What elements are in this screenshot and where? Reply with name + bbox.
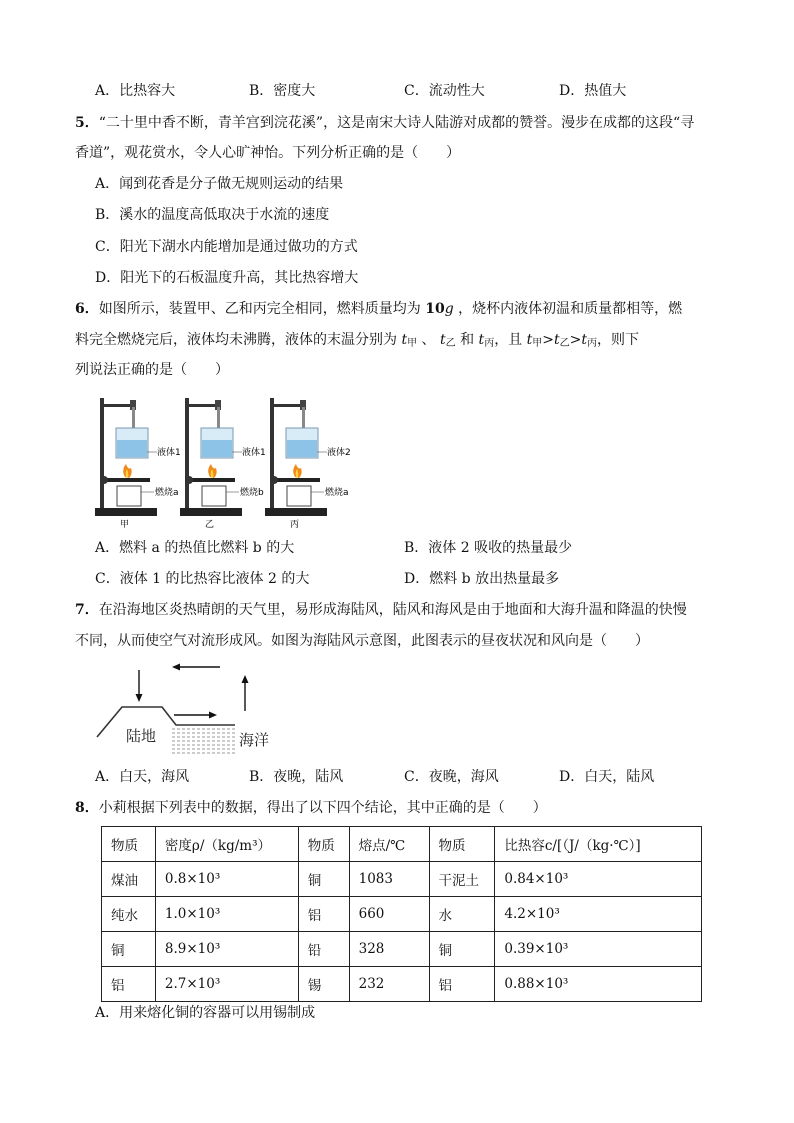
- sea-land-breeze-diagram: [92, 655, 292, 760]
- q6-cond: ，且: [494, 332, 523, 348]
- table-header: 熔点/℃: [349, 827, 429, 862]
- q7-option-a: A．白天，海风: [95, 769, 190, 785]
- setup-label-yi: 乙: [205, 520, 215, 530]
- q6-option-c: C．液体 1 的比热容比液体 2 的大: [95, 571, 310, 587]
- liquid-label-yi: 液体1: [242, 448, 266, 458]
- table-cell: 纯水: [102, 897, 156, 932]
- q6-and: 和: [460, 332, 475, 348]
- q7-option-c: C．夜晚，海风: [404, 769, 499, 785]
- q4-option-c: C．流动性大: [404, 83, 485, 99]
- table-cell: 0.39×10³: [495, 932, 702, 967]
- q5-number: 5．: [75, 115, 99, 131]
- table-cell: 铜: [102, 932, 156, 967]
- material-data-table: [101, 826, 702, 1002]
- table-row: [102, 932, 702, 967]
- fuel-label-jia: 燃烧a: [155, 488, 179, 498]
- fuel-label-yi: 燃烧b: [240, 488, 264, 498]
- q5-text: “二十里中香不断，青羊宫到浣花溪”，这是南宋大诗人陆游对成都的赞誉。漫步在成都的这段“寻: [98, 115, 695, 131]
- sea-waves: [172, 729, 235, 753]
- q7-text: 在沿海地区炎热晴朗的天气里，易形成海陆风，陆风和海风是由于地面和大海升温和降温的快慢: [98, 602, 687, 618]
- q7-stem-line2: 不同，从而使空气对流形成风。如图为海陆风示意图，此图表示的昼夜状况和风向是（ ）: [75, 633, 649, 649]
- q4-option-b: B．密度大: [249, 83, 316, 99]
- table-cell: 4.2×10³: [495, 897, 702, 932]
- table-cell: 铜: [429, 932, 495, 967]
- q5-option-c: C．阳光下湖水内能增加是通过做功的方式: [95, 239, 358, 255]
- table-cell: 铝: [429, 967, 495, 1002]
- t-var: t: [526, 332, 533, 348]
- table-cell: 锡: [298, 967, 349, 1002]
- liquid-label-bing: 液体2: [327, 448, 351, 458]
- q5-stem-line2: 香道”，观花赏水，令人心旷神怡。下列分析正确的是（ ）: [75, 145, 461, 161]
- q6-text-b: ，烧杯内液体初温和质量都相等，燃: [458, 301, 683, 317]
- table-row: [102, 967, 702, 1002]
- q6-stem-line3: 列说法正确的是（ ）: [75, 362, 229, 378]
- q6-sep: 、: [421, 332, 436, 348]
- table-header: 物质: [102, 827, 156, 862]
- table-cell: 1083: [349, 862, 429, 897]
- q6-unit: g: [444, 301, 454, 317]
- q6-text-d: ，则下: [597, 332, 640, 348]
- q5-option-a: A．闻到花香是分子做无规则运动的结果: [95, 176, 344, 192]
- q5-stem-line1: [75, 113, 694, 133]
- t-var: t: [478, 332, 485, 348]
- table-cell: 铜: [298, 862, 349, 897]
- q5-option-d: D．阳光下的石板温度升高，其比热容增大: [95, 270, 359, 286]
- q6-mass: 10: [425, 301, 445, 317]
- q6-apparatus-figure: [92, 392, 372, 530]
- table-header: 物质: [298, 827, 349, 862]
- setup-label-jia: 甲: [120, 520, 130, 530]
- q8-option-a: A．用来熔化铜的容器可以用锡制成: [95, 1005, 316, 1021]
- q6-text-a: 如图所示，装置甲、乙和丙完全相同，燃料质量均为: [98, 301, 421, 317]
- table-cell: 铅: [298, 932, 349, 967]
- table-cell: 660: [349, 897, 429, 932]
- table-header: 物质: [429, 827, 495, 862]
- t-var: t: [581, 332, 588, 348]
- liquid-label-jia: 液体1: [157, 448, 181, 458]
- q8-number: 8．: [75, 800, 99, 816]
- q7-option-d: D．白天，陆风: [559, 769, 655, 785]
- t-var: t: [554, 332, 560, 348]
- t-var: t: [440, 332, 446, 348]
- t-var: t: [401, 332, 408, 348]
- q6-option-d: D．燃料 b 放出热量最多: [404, 571, 560, 587]
- q7-number: 7．: [75, 602, 99, 618]
- table-header: 密度ρ/（kg/m³）: [155, 827, 298, 862]
- q8-stem: [75, 798, 547, 818]
- table-cell: 0.88×10³: [495, 967, 702, 1002]
- table-header-row: [102, 827, 702, 862]
- t-sub: 乙: [445, 338, 456, 349]
- q6-option-a: A．燃料 a 的热值比燃料 b 的大: [95, 540, 295, 556]
- table-cell: 1.0×10³: [155, 897, 298, 932]
- setup-label-bing: 丙: [290, 520, 300, 530]
- table-cell: 328: [349, 932, 429, 967]
- q6-number: 6．: [75, 301, 99, 317]
- table-cell: 干泥土: [429, 862, 495, 897]
- q4-option-a: A．比热容大: [95, 83, 176, 99]
- q6-text-c: 料完全燃烧完后，液体均未沸腾，液体的末温分别为: [75, 332, 397, 348]
- q5-option-b: B．溪水的温度高低取决于水流的速度: [95, 207, 330, 223]
- sea-label: 海洋: [239, 731, 270, 749]
- t-sub: 丙: [484, 338, 495, 349]
- table-row: [102, 897, 702, 932]
- fuel-label-bing: 燃烧a: [325, 488, 349, 498]
- table-cell: 8.9×10³: [155, 932, 298, 967]
- land-outline: [97, 707, 235, 737]
- t-sub: 甲: [532, 338, 543, 349]
- table-cell: 铝: [102, 967, 156, 1002]
- table-header: 比热容c/[（J/（kg·℃）]: [495, 827, 702, 862]
- table-cell: 水: [429, 897, 495, 932]
- table-cell: 232: [349, 967, 429, 1002]
- table-cell: 0.84×10³: [495, 862, 702, 897]
- q7-option-b: B．夜晚，陆风: [249, 769, 344, 785]
- q6-stem-line2: [75, 330, 639, 354]
- table-cell: 2.7×10³: [155, 967, 298, 1002]
- table-cell: 铝: [298, 897, 349, 932]
- gt-sign: >: [569, 332, 582, 348]
- q8-text: 小莉根据下列表中的数据，得出了以下四个结论，其中正确的是（ ）: [98, 800, 547, 816]
- land-label: 陆地: [126, 727, 157, 745]
- q4-option-d: D．热值大: [559, 83, 627, 99]
- table-cell: 煤油: [102, 862, 156, 897]
- gt-sign: >: [542, 332, 555, 348]
- q7-stem-line1: [75, 600, 687, 620]
- q6-option-b: B．液体 2 吸收的热量最少: [404, 540, 573, 556]
- table-row: [102, 862, 702, 897]
- t-sub: 乙: [559, 338, 570, 349]
- q6-stem-line1: [75, 299, 682, 319]
- t-sub: 丙: [587, 338, 598, 349]
- table-cell: 0.8×10³: [155, 862, 298, 897]
- t-sub: 甲: [407, 338, 418, 349]
